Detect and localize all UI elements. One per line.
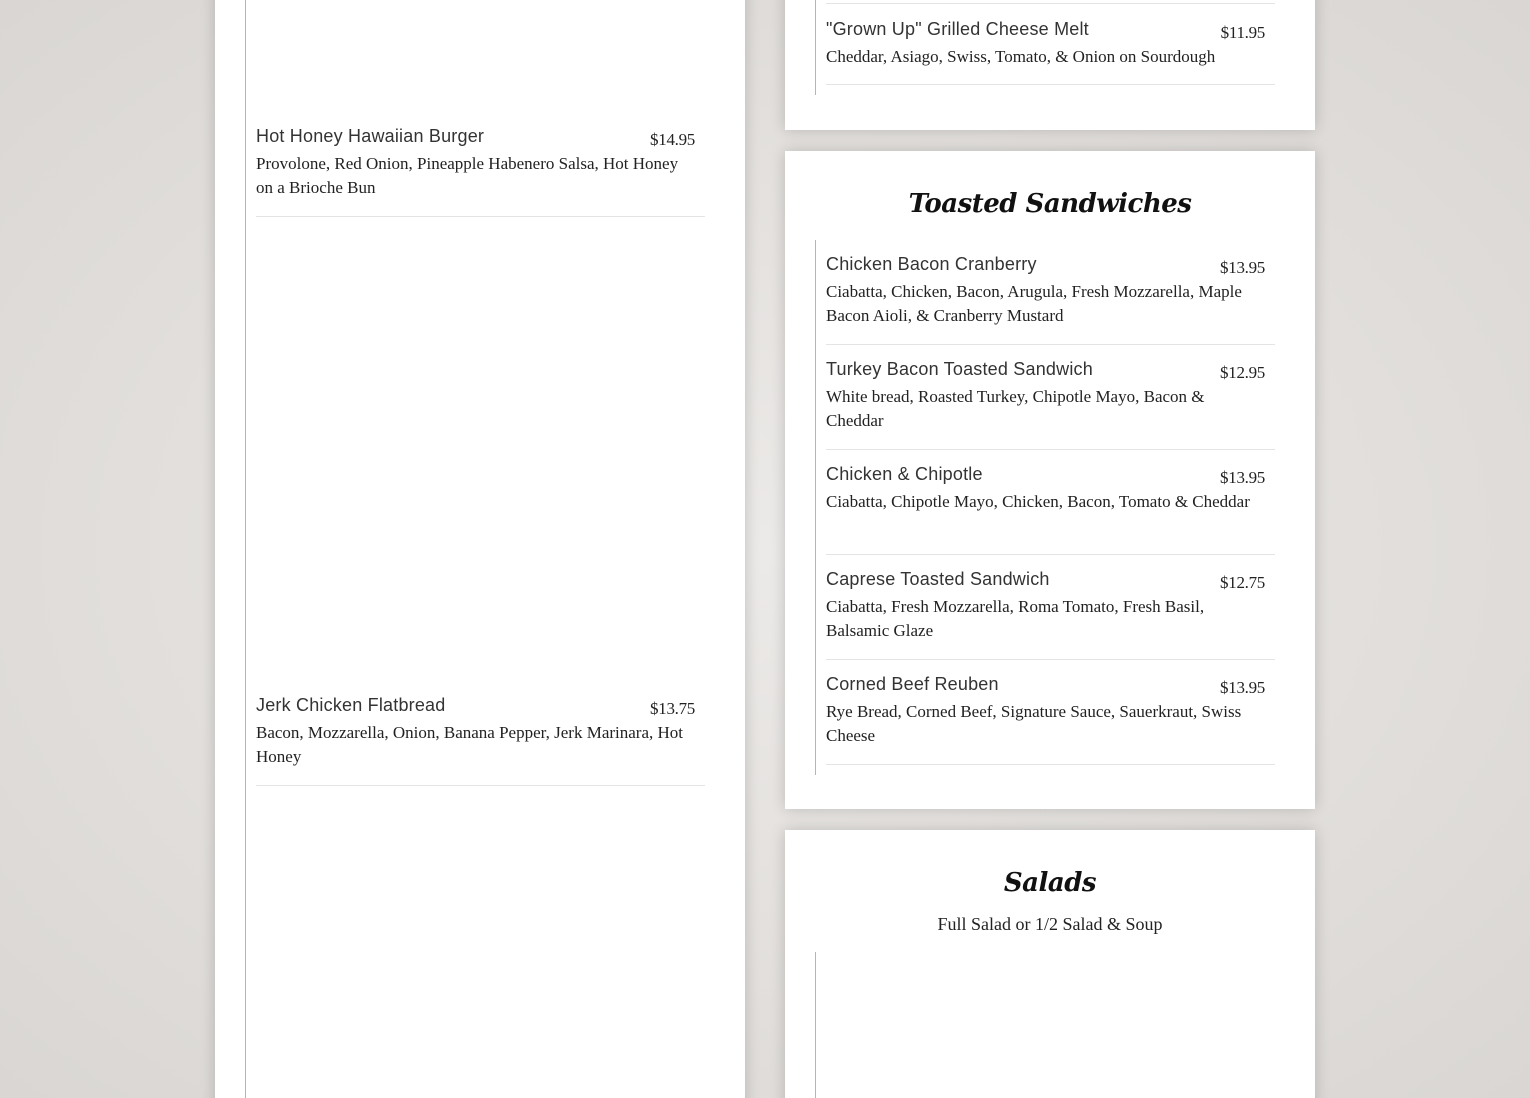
menu-item-description: Rye Bread, Corned Beef, Signature Sauce, Sauerkraut, Swiss Cheese <box>826 702 1242 745</box>
menu-item <box>256 695 705 786</box>
menu-item-price: $11.95 <box>1220 23 1265 42</box>
section-subtitle: Full Salad or 1/2 Salad & Soup <box>937 914 1163 934</box>
menu-item-price: $13.95 <box>1220 468 1265 487</box>
menu-item-price: $12.95 <box>1220 363 1265 382</box>
menu-item-description: Cheddar, Asiago, Swiss, Tomato, & Onion on Sourdough <box>826 47 1216 66</box>
menu-item-name: Caprese Toasted Sandwich <box>826 569 1050 589</box>
menu-item-description: Ciabatta, Fresh Mozzarella, Roma Tomato, Fresh Basil, Balsamic Glaze <box>826 597 1205 640</box>
accent-rule <box>815 952 816 1098</box>
menu-card-salads <box>785 830 1315 1098</box>
menu-card-grilled-cheese <box>785 0 1315 130</box>
menu-item <box>826 569 1275 660</box>
menu-item <box>256 126 705 217</box>
menu-item-price: $12.75 <box>1220 573 1265 592</box>
menu-item-description: Provolone, Red Onion, Pineapple Habenero Salsa, Hot Honey on a Brioche Bun <box>256 154 679 197</box>
menu-item-description: Ciabatta, Chicken, Bacon, Arugula, Fresh Mozzarella, Maple Bacon Aioli, & Cranberry Mustard <box>826 282 1242 325</box>
menu-item-name: Jerk Chicken Flatbread <box>256 695 446 715</box>
menu-item-price: $14.95 <box>650 130 695 149</box>
menu-item-name: Chicken & Chipotle <box>826 464 983 484</box>
item-divider <box>826 3 1275 4</box>
menu-item-price: $13.95 <box>1220 258 1265 277</box>
menu-item-description: White bread, Roasted Turkey, Chipotle Mayo, Bacon & Cheddar <box>826 387 1205 430</box>
menu-item-name: Hot Honey Hawaiian Burger <box>256 126 485 146</box>
section-title: Salads <box>1003 868 1097 898</box>
accent-rule <box>815 0 816 95</box>
menu-item-name: "Grown Up" Grilled Cheese Melt <box>826 19 1089 39</box>
menu-item <box>826 464 1275 555</box>
menu-item-description: Ciabatta, Chipotle Mayo, Chicken, Bacon, Tomato & Cheddar <box>826 492 1250 511</box>
menu-item-name: Turkey Bacon Toasted Sandwich <box>826 359 1093 379</box>
menu-item <box>826 674 1275 765</box>
menu-item-price: $13.95 <box>1220 678 1265 697</box>
menu-item-description: Bacon, Mozzarella, Onion, Banana Pepper, Jerk Marinara, Hot Honey <box>256 723 684 766</box>
section-title: Toasted Sandwiches <box>908 189 1192 219</box>
accent-rule <box>245 0 246 1098</box>
menu-item-name: Chicken Bacon Cranberry <box>826 254 1037 274</box>
menu-item-name: Corned Beef Reuben <box>826 674 999 694</box>
accent-rule <box>815 240 816 775</box>
menu-card-toasted-sandwiches <box>785 151 1315 809</box>
menu-card-left <box>215 0 745 1098</box>
menu-item <box>826 359 1275 450</box>
menu-item-price: $13.75 <box>650 699 695 718</box>
menu-item <box>826 254 1275 345</box>
menu-item <box>826 19 1275 85</box>
